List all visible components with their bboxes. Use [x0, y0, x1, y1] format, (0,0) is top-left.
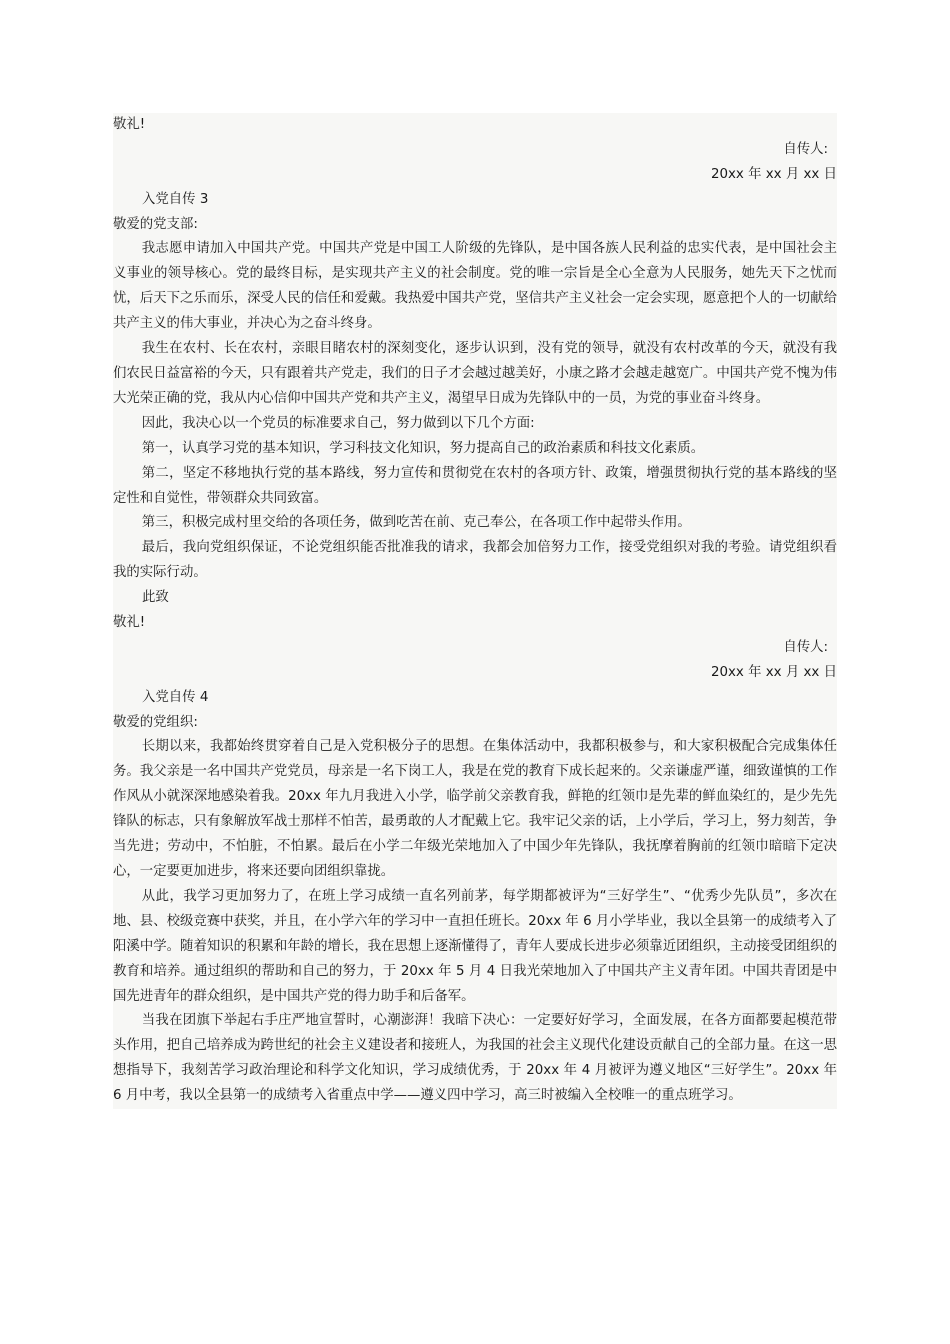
paragraph: 从此，我学习更加努力了，在班上学习成绩一直名列前茅，每学期都被评为“三好学生”、“优秀少先队员”，多次在地、县、校级竞赛中获奖，并且，在小学六年的学习中一直担任班长。20xx 年 6 月小学毕业，我以全县第一的成绩考入了阳溪中学。随着知识的积累和年龄的增长，我在思想上逐渐懂得了，青年人要成长进步必须靠近团组织，主动接受团组织的教育和培养。通过组织的帮助和自己的努力，于 20xx 年 5 月 4 日我光荣地加入了中国共产主义青年团。中国共青团是中国先进青年的群众组织，是中国共产党的得力助手和后备军。	[113, 888, 837, 1004]
signature-date: 20xx 年 xx 月 xx 日	[710, 166, 837, 182]
paragraph: 第三，积极完成村里交给的各项任务，做到吃苦在前、克己奉公，在各项工作中起带头作用。	[141, 515, 691, 531]
salute: 敬礼!	[113, 615, 146, 631]
paragraph: 第一，认真学习党的基本知识，学习科技文化知识，努力提高自己的政治素质和科技文化素质。	[141, 440, 705, 456]
signer-label: 自传人:	[783, 141, 828, 157]
section-heading: 入党自传 3	[142, 191, 209, 207]
paragraph: 当我在团旗下举起右手庄严地宣誓时，心潮澎湃！我暗下决心：一定要好好学习，全面发展，在各方面都要起模范带头作用，把自己培养成为跨世纪的社会主义建设者和接班人，为我国的社会主义现代化建设贡献自己的全部力量。在这一思想指导下，我刻苦学习政治理论和科学文化知识，学习成绩优秀，于 20xx 年 4 月被评为遵义地区“三好学生”。20xx 年 6 月中考，我以全县第一的成绩考入省重点中学——遵义四中学习，高三时被编入全校唯一的重点班学习。	[113, 1013, 837, 1104]
paragraph: 最后，我向党组织保证，不论党组织能否批准我的请求，我都会加倍努力工作，接受党组织对我的考验。请党组织看我的实际行动。	[113, 540, 837, 581]
greeting: 敬爱的党支部:	[113, 216, 198, 232]
greeting: 敬爱的党组织:	[113, 714, 198, 730]
closing: 此致	[142, 590, 169, 606]
document-page	[113, 113, 837, 1109]
signature-date: 20xx 年 xx 月 xx 日	[710, 664, 837, 680]
section-heading: 入党自传 4	[142, 689, 209, 705]
paragraph: 第二，坚定不移地执行党的基本路线，努力宣传和贯彻党在农村的各项方针、政策，增强贯彻执行党的基本路线的坚定性和自觉性，带领群众共同致富。	[113, 465, 837, 506]
paragraph: 因此，我决心以一个党员的标准要求自己，努力做到以下几个方面:	[141, 415, 535, 431]
paragraph: 我生在农村、长在农村，亲眼目睹农村的深刻变化，逐步认识到，没有党的领导，就没有农村改革的今天，就没有我们农民日益富裕的今天，只有跟着共产党走，我们的日子才会越过越美好，小康之路才会越走越宽广。中国共产党不愧为伟大光荣正确的党，我从内心信仰中国共产党和共产主义，渴望早日成为先锋队中的一员，为党的事业奋斗终身。	[113, 341, 837, 406]
paragraph: 我志愿申请加入中国共产党。中国共产党是中国工人阶级的先锋队，是中国各族人民利益的忠实代表，是中国社会主义事业的领导核心。党的最终目标，是实现共产主义的社会制度。党的唯一宗旨是全心全意为人民服务，她先天下之忧而忧，后天下之乐而乐，深受人民的信任和爱戴。我热爱中国共产党，坚信共产主义社会一定会实现，愿意把个人的一切献给共产主义的伟大事业，并决心为之奋斗终身。	[113, 241, 837, 332]
body-text	[113, 735, 837, 1109]
salute: 敬礼!	[113, 117, 146, 132]
paragraph: 长期以来，我都始终贯穿着自己是入党积极分子的思想。在集体活动中，我都积极参与，和大家积极配合完成集体任务。我父亲是一名中国共产党党员，母亲是一名下岗工人，我是在党的教育下成长起来的。父亲谦虚严谨，细致谨慎的工作作风从小就深深地感染着我。20xx 年九月我进入小学，临学前父亲教育我，鲜艳的红领巾是先辈的鲜血染红的，是少先先锋队的标志，只有象解放军战士那样不怕苦，最勇敢的人才配戴上它。我牢记父亲的话，上小学后，学习上，努力刻苦，争当先进；劳动中，不怕脏，不怕累。最后在小学二年级光荣地加入了中国少年先锋队，我抚摩着胸前的红领巾暗暗下定决心，一定要更加进步，将来还要向团组织靠拢。	[113, 739, 837, 880]
body-text	[113, 237, 837, 586]
signer-label: 自传人:	[783, 639, 828, 655]
